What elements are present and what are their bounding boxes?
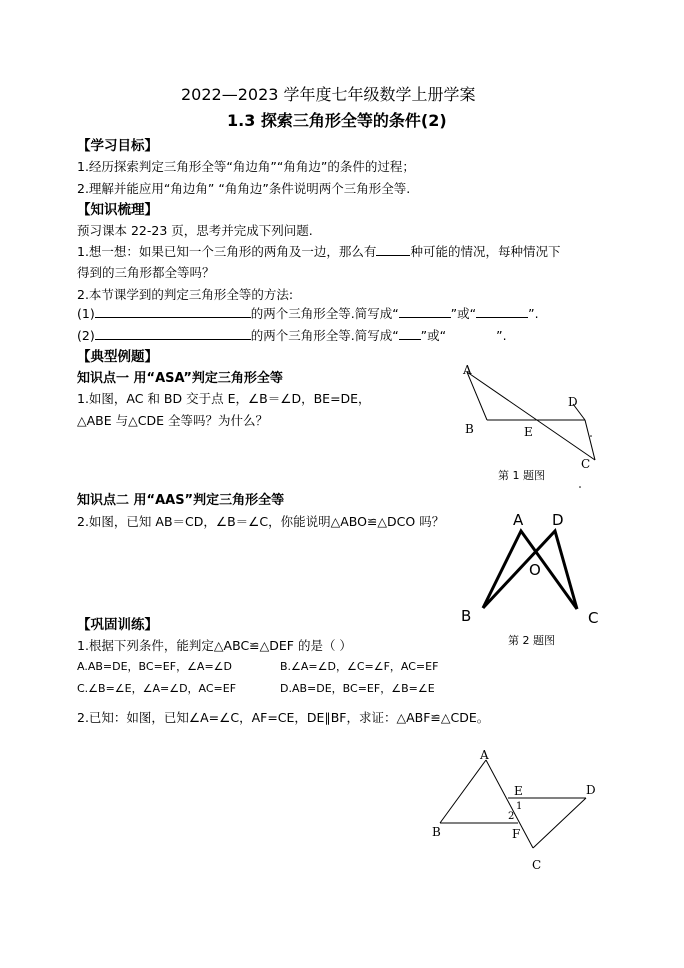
answer-blank[interactable]: [399, 327, 421, 340]
examples-heading: 【典型例题】: [77, 349, 158, 365]
point-label-d: D: [552, 511, 564, 529]
answer-blank[interactable]: [95, 327, 251, 340]
method-1-label: (1): [77, 306, 95, 321]
angle-label-2: 2: [508, 811, 515, 822]
point-label-d: D: [586, 783, 596, 797]
method-1: [77, 304, 539, 322]
point-label-e: E: [514, 784, 523, 798]
lesson-title: 1.3 探索三角形全等的条件(2): [227, 111, 447, 130]
figure-2: [455, 505, 615, 635]
figure-2-caption: 第 2 题图: [508, 634, 555, 647]
method-1-text-a: 的两个三角形全等.简写成“: [250, 306, 399, 321]
preview-text: 预习课本 22-23 页，思考并完成下列问题.: [77, 223, 313, 238]
question-1-line1: [77, 242, 560, 260]
question-2: 2.本节课学到的判定三角形全等的方法:: [77, 287, 294, 302]
answer-blank[interactable]: [95, 305, 251, 318]
point-label-a: A: [463, 363, 472, 377]
method-1-text-b: ”或“: [450, 306, 477, 321]
point-label-b: B: [465, 422, 474, 436]
practice-heading: 【巩固训练】: [77, 617, 158, 633]
method-2-text-b: ”或“: [420, 328, 447, 343]
figure-3: [420, 745, 620, 875]
option-c: C.∠B=∠E，∠A=∠D，AC=EF: [77, 682, 237, 695]
knowledge-heading: 【知识梳理】: [77, 202, 158, 218]
dot-mark: [590, 435, 592, 437]
objective-item: 1.经历探索判定三角形全等“角边角”“角角边”的条件的过程；: [77, 159, 415, 174]
answer-blank[interactable]: [399, 305, 451, 318]
answer-blank[interactable]: [376, 243, 410, 256]
point-label-e: E: [524, 425, 533, 439]
method-2-text-c: ”.: [496, 328, 507, 343]
question-1-text-b: 种可能的情况，每种情况下: [410, 244, 561, 259]
segment-dc: [533, 798, 586, 848]
method-2-label: (2): [77, 328, 95, 343]
point-label-a: A: [480, 748, 489, 762]
point-label-d: D: [568, 395, 578, 409]
dot-mark: [579, 486, 581, 488]
segment-ac: [486, 760, 533, 848]
answer-blank[interactable]: [476, 305, 528, 318]
figure-1-caption: 第 1 题图: [498, 469, 545, 482]
method-1-text-c: ”.: [528, 306, 539, 321]
point-label-o: O: [529, 561, 541, 579]
segment-ab: [440, 760, 486, 823]
page-title: 2022—2023 学年度七年级数学上册学案: [181, 85, 476, 104]
option-d: D.AB=DE，BC=EF，∠B=∠E: [280, 682, 435, 695]
angle-label-1: 1: [516, 801, 523, 812]
point-label-c: C: [588, 609, 599, 627]
point-label-b: B: [461, 607, 472, 625]
objectives-heading: 【学习目标】: [77, 138, 158, 154]
point-label-b: B: [432, 825, 441, 839]
point-label-c: C: [532, 858, 542, 872]
option-a: A.AB=DE，BC=EF，∠A=∠D: [77, 660, 232, 673]
objective-item: 2.理解并能应用“角边角” “角角边”条件说明两个三角形全等.: [77, 181, 411, 196]
point-label-c: C: [581, 457, 591, 471]
example-1-line2: △ABE 与△CDE 全等吗？为什么？: [77, 413, 268, 428]
question-1-line2: 得到的三角形都全等吗？: [77, 265, 215, 280]
example-2-line1: 2.如图，已知 AB＝CD，∠B＝∠C，你能说明△ABO≌△DCO 吗？: [77, 514, 445, 529]
question-1-text-a: 1.想一想：如果已知一个三角形的两角及一边，那么有: [77, 244, 377, 259]
point-label-a: A: [513, 511, 524, 529]
example-1-line1: 1.如图，AC 和 BD 交于点 E，∠B＝∠D，BE=DE，: [77, 391, 371, 406]
option-b: B.∠A=∠D，∠C=∠F，AC=EF: [280, 660, 439, 673]
practice-question-2: 2.已知：如图，已知∠A=∠C，AF=CE，DE∥BF，求证：△ABF≌△CDE。: [77, 710, 490, 725]
method-2-text-a: 的两个三角形全等.简写成“: [250, 328, 399, 343]
segment-ac: [467, 372, 595, 460]
method-2: [77, 326, 507, 344]
practice-question-1: 1.根据下列条件，能判定△ABC≌△DEF 的是（ ）: [77, 638, 352, 653]
knowledge-point-2: 知识点二 用“AAS”判定三角形全等: [77, 493, 285, 508]
knowledge-point-1: 知识点一 用“ASA”判定三角形全等: [77, 371, 283, 386]
point-label-f: F: [512, 827, 521, 841]
